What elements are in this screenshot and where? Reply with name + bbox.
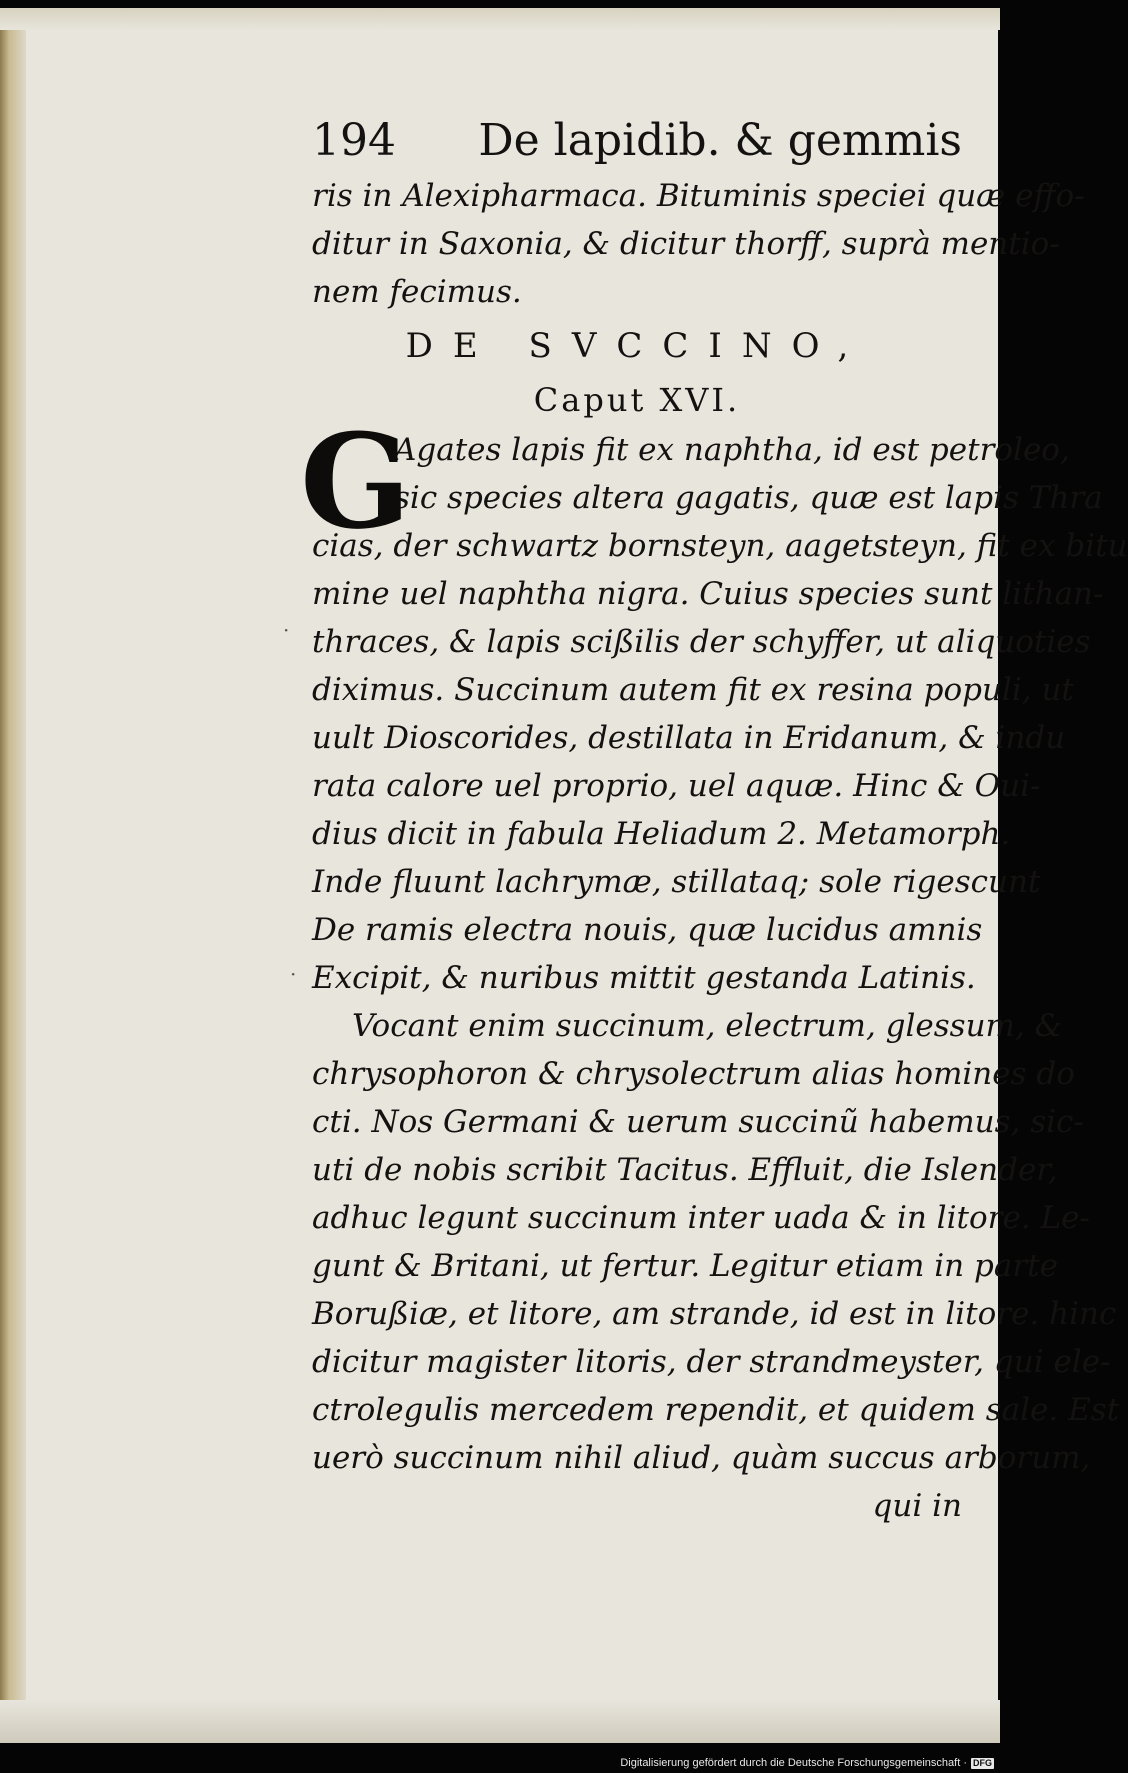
chapter-heading: DE SVCCINO, [405, 326, 869, 366]
digitization-credit [620, 1757, 994, 1769]
verse-line: Excipit, & nuribus mittit gestanda Latinis. [312, 960, 976, 996]
text-line: Borußiæ, et litore, am strande, id est in litore. hinc [312, 1296, 1117, 1332]
text-line: sic species altera gagatis, quæ est lapis Thra [394, 480, 1103, 516]
text-line: thraces, & lapis scißilis der schyffer, ut aliquoties [312, 624, 1091, 660]
text-line: Agates lapis fit ex naphtha, id est petroleo, [394, 432, 1070, 468]
text-line: uult Dioscorides, destillata in Eridanum, & indu [312, 720, 1066, 756]
text-line: diximus. Succinum autem fit ex resina populi, ut [312, 672, 1074, 708]
text-line: dius dicit in fabula Heliadum 2. Metamorph. [312, 816, 1011, 852]
dfg-logo: DFG [973, 1757, 992, 1768]
running-head [312, 110, 962, 172]
running-title: De lapidib. & gemmis [478, 115, 962, 166]
chapter-number: Caput XVI. [533, 381, 741, 419]
text-line: mine uel naphtha nigra. Cuius species sunt lithan- [312, 576, 1104, 612]
paragraph-1 [300, 405, 1128, 858]
text-line: adhuc legunt succinum inter uada & in litore. Le- [312, 1200, 1090, 1236]
page-number: 194 [312, 115, 396, 166]
text-line: cias, der schwartz bornsteyn, aagetsteyn, fit ex bitu [312, 528, 1128, 564]
page-bottom-shade [0, 1700, 1000, 1743]
page-binding-edge [0, 8, 26, 1743]
margin-speck: · [290, 962, 297, 986]
paragraph-2 [312, 1002, 1120, 1482]
margin-speck: · [283, 618, 290, 642]
catchword: qui in [872, 1488, 962, 1524]
text-line: dicitur magister litoris, der strandmeyster, qui ele- [312, 1344, 1111, 1380]
text-line: nem fecimus. [312, 274, 522, 310]
verse-line: De ramis electra nouis, quæ lucidus amnis [312, 912, 983, 948]
text-line: uti de nobis scribit Tacitus. Effluit, die Islender, [312, 1152, 1058, 1188]
text-line: Vocant enim succinum, electrum, glessum, & [352, 1008, 1063, 1044]
credit-text: Digitalisierung gefördert durch die Deutsche Forschungsgemeinschaft · [620, 1757, 967, 1769]
text-line: rata calore uel proprio, uel aquæ. Hinc & Oui- [312, 768, 1041, 804]
page-text [300, 110, 1128, 1530]
page-top-edge [0, 8, 1000, 30]
text-line: chrysophoron & chrysolectrum alias homines do [312, 1056, 1075, 1092]
text-line: uerò succinum nihil aliud, quàm succus arborum, [312, 1440, 1091, 1476]
text-line: cti. Nos Germani & uerum succinũ habemus, sic- [312, 1104, 1084, 1140]
text-line: ctrolegulis mercedem rependit, et quidem sale. Est [312, 1392, 1120, 1428]
verse-line: Inde fluunt lachrymæ, stillataq; sole rigescunt [312, 864, 1041, 900]
verse-quotation [312, 858, 1041, 1002]
text-line: ditur in Saxonia, & dicitur thorff, suprà mentio- [312, 226, 1060, 262]
drop-cap-initial: G [300, 405, 412, 558]
text-line: gunt & Britani, ut fertur. Legitur etiam in parte [312, 1248, 1058, 1284]
text-line: ris in Alexipharmaca. Bituminis speciei quæ effo- [312, 178, 1085, 214]
